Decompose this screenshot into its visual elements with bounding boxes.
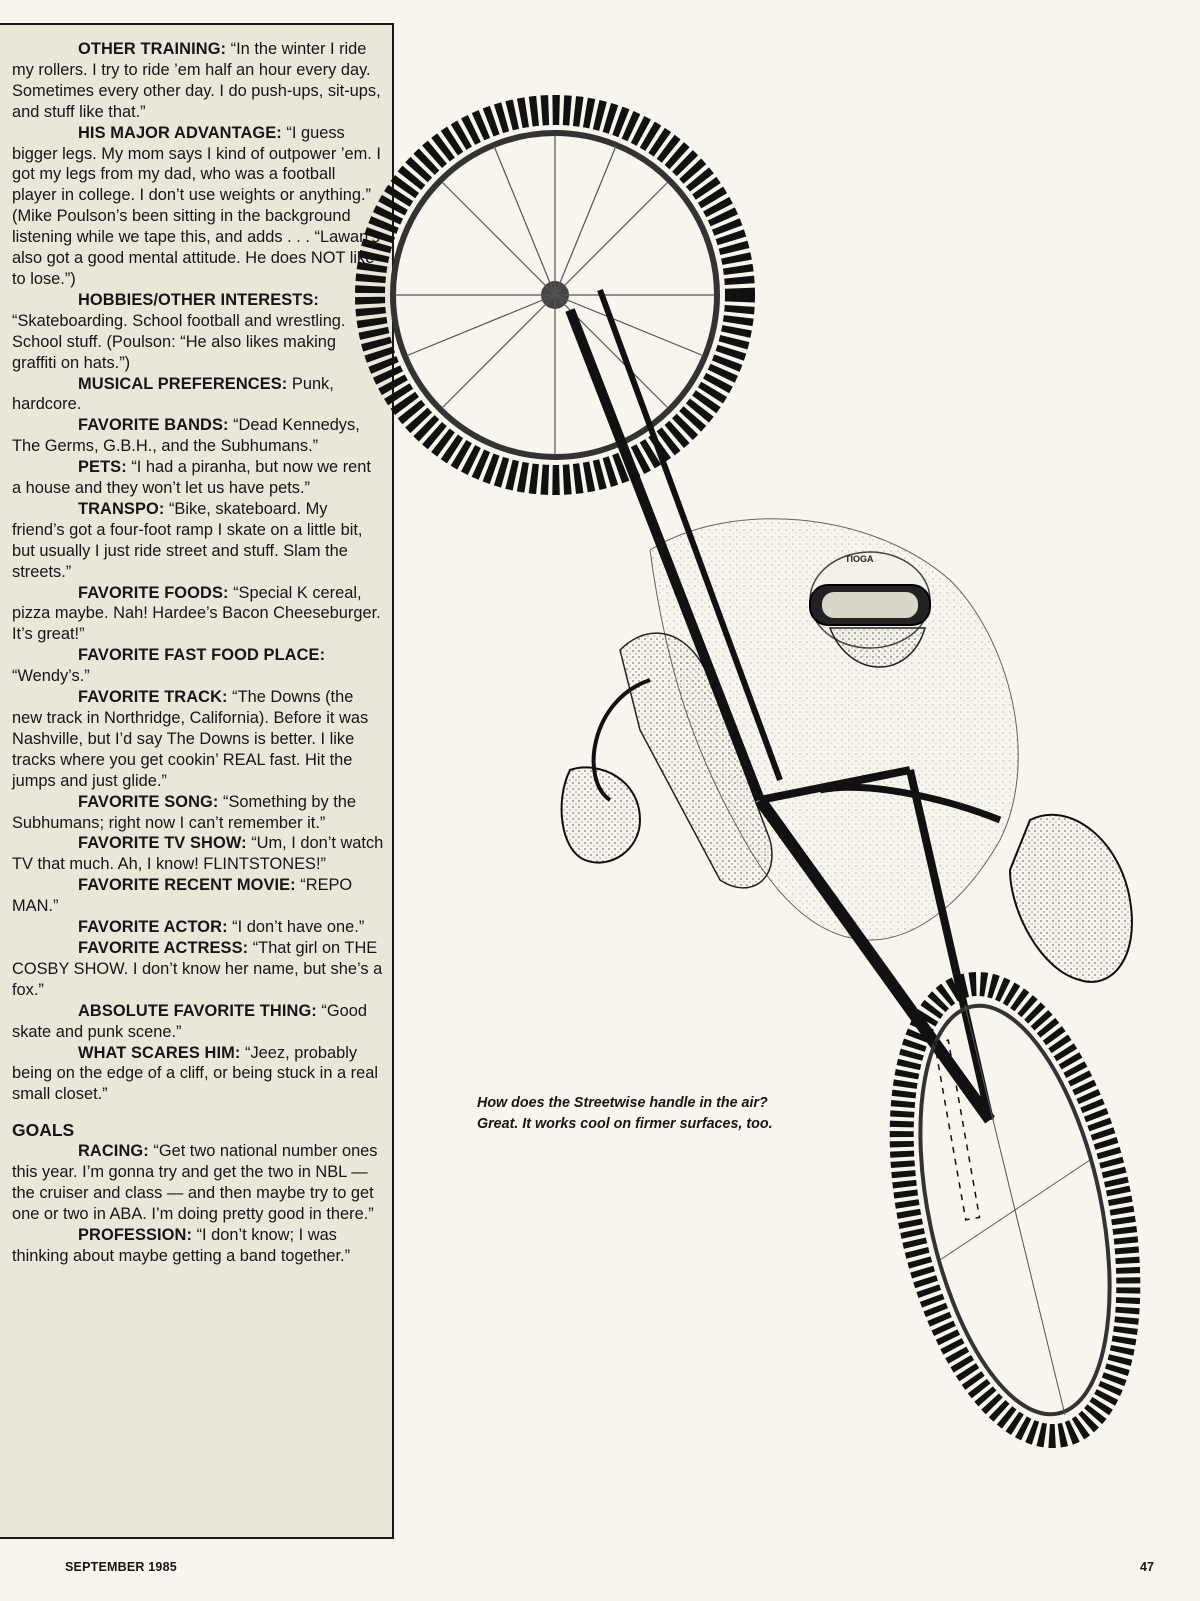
interview-sidebar bbox=[0, 23, 394, 1539]
entry-text: “Get two national number ones this year. I’m gonna try and get the two in NBL — the cruiser and class — and then maybe try to get one or two in ABA. I’m doing pretty good in there.” bbox=[12, 1142, 378, 1223]
entry-text: “Something by the Subhumans; right now I can’t remember it.” bbox=[12, 792, 357, 832]
entry-text: “Dead Kennedys, The Germs, G.B.H., and the Subhumans.” bbox=[12, 416, 360, 456]
entry-text: “Skateboarding. School football and wrestling. School stuff. (Poulson: “He also likes making graffiti on hats.”) bbox=[12, 311, 346, 372]
issue-date: SEPTEMBER 1985 bbox=[65, 1560, 177, 1574]
entry-text: “Um, I don’t watch TV that much. Ah, I know! FLINTSTONES!” bbox=[12, 834, 384, 874]
bmx-rider-photo bbox=[350, 80, 1200, 1520]
entry-favorite-song bbox=[12, 792, 384, 834]
entry-what-scares-him bbox=[12, 1043, 384, 1106]
page-number: 47 bbox=[1140, 1560, 1154, 1574]
entry-fast-food-place bbox=[12, 645, 384, 687]
entry-text: “Good skate and punk scene.” bbox=[12, 1001, 367, 1041]
entry-text: “Bike, skateboard. My friend’s got a four-foot ramp I skate on a little bit, but usually I just ride street and stuff. Slam the streets.” bbox=[12, 499, 363, 581]
entry-hobbies bbox=[12, 290, 384, 374]
caption-line-1: How does the Streetwise handle in the air? bbox=[477, 1095, 768, 1111]
entry-heading: PROFESSION: bbox=[78, 1225, 193, 1244]
entry-favorite-foods bbox=[12, 583, 384, 646]
entry-heading: FAVORITE BANDS: bbox=[78, 416, 229, 435]
entry-major-advantage bbox=[12, 123, 384, 290]
entry-text: Punk, hardcore. bbox=[12, 374, 334, 414]
photo-caption bbox=[477, 1093, 877, 1134]
entry-heading: PETS: bbox=[78, 458, 127, 477]
entry-favorite-tv-show bbox=[12, 833, 384, 875]
entry-racing bbox=[12, 1141, 384, 1225]
entry-text: “In the winter I ride my rollers. I try to ride ’em half an hour every day. Sometimes every other day. I do push-ups, sit-ups, and stuff like that.” bbox=[12, 40, 381, 121]
entry-heading: FAVORITE TRACK: bbox=[78, 688, 228, 707]
entry-heading: RACING: bbox=[78, 1142, 149, 1161]
entry-other-training bbox=[12, 39, 384, 123]
entry-heading: FAVORITE TV SHOW: bbox=[78, 834, 247, 853]
entry-text: “I guess bigger legs. My mom says I kind of outpower ’em. I got my legs from my dad, who was a football player in college. I don’t use weights or anything.” (Mike Poulson’s been sitting in the background listening while we tape this, and adds . . . “Lawan’s also got a good mental attitude. He does NOT like to lose.”) bbox=[12, 123, 381, 288]
entry-musical-preferences bbox=[12, 374, 384, 416]
entry-favorite-actor bbox=[12, 917, 384, 938]
entry-pets bbox=[12, 457, 384, 499]
entry-heading: TRANSPO: bbox=[78, 499, 165, 518]
entry-text: “I had a piranha, but now we rent a house and they won’t let us have pets.” bbox=[12, 458, 371, 498]
entry-favorite-movie bbox=[12, 875, 384, 917]
entry-favorite-actress bbox=[12, 938, 384, 1001]
entry-heading: HIS MAJOR ADVANTAGE: bbox=[78, 123, 282, 142]
entry-heading: FAVORITE SONG: bbox=[78, 792, 219, 811]
entry-heading: FAVORITE ACTRESS: bbox=[78, 938, 249, 957]
goals-heading: GOALS bbox=[12, 1120, 75, 1141]
rear-wheel bbox=[864, 963, 1165, 1457]
entry-profession bbox=[12, 1225, 384, 1267]
front-wheel bbox=[370, 110, 740, 480]
entry-heading: FAVORITE FAST FOOD PLACE: bbox=[78, 646, 326, 665]
entry-text: “REPO MAN.” bbox=[12, 876, 353, 916]
entry-text: “Wendy’s.” bbox=[12, 667, 90, 686]
entry-heading: FAVORITE FOODS: bbox=[78, 583, 229, 602]
entry-favorite-thing bbox=[12, 1001, 384, 1043]
entry-text: “The Downs (the new track in Northridge, California). Before it was Nashville, but I’d say The Downs is better. I like tracks where you get cookin’ REAL fast. Hit the jumps and just glide.” bbox=[12, 688, 369, 790]
entry-favorite-track bbox=[12, 687, 384, 792]
entry-heading: OTHER TRAINING: bbox=[78, 40, 227, 58]
entry-text: “That girl on THE COSBY SHOW. I don’t know her name, but she’s a fox.” bbox=[12, 938, 383, 999]
entry-text: “Special K cereal, pizza maybe. Nah! Hardee’s Bacon Cheeseburger. It’s great!” bbox=[12, 583, 381, 644]
helmet-brand-text: TIOGA bbox=[845, 554, 874, 564]
entry-heading: HOBBIES/OTHER INTERESTS: bbox=[78, 290, 319, 309]
entry-transpo bbox=[12, 499, 384, 583]
caption-line-2: Great. It works cool on firmer surfaces, too. bbox=[477, 1115, 773, 1132]
entry-favorite-bands bbox=[12, 415, 384, 457]
entry-text: “I don’t know; I was thinking about maybe getting a band together.” bbox=[12, 1225, 351, 1265]
entry-heading: FAVORITE ACTOR: bbox=[78, 918, 228, 937]
entry-heading: WHAT SCARES HIM: bbox=[78, 1043, 241, 1062]
entry-heading: FAVORITE RECENT MOVIE: bbox=[78, 876, 296, 895]
entry-heading: ABSOLUTE FAVORITE THING: bbox=[78, 1001, 317, 1020]
entry-text: “I don’t have one.” bbox=[227, 918, 365, 937]
entry-text: “Jeez, probably being on the edge of a cliff, or being stuck in a real small closet.” bbox=[12, 1043, 378, 1104]
entry-heading: MUSICAL PREFERENCES: bbox=[78, 374, 288, 393]
